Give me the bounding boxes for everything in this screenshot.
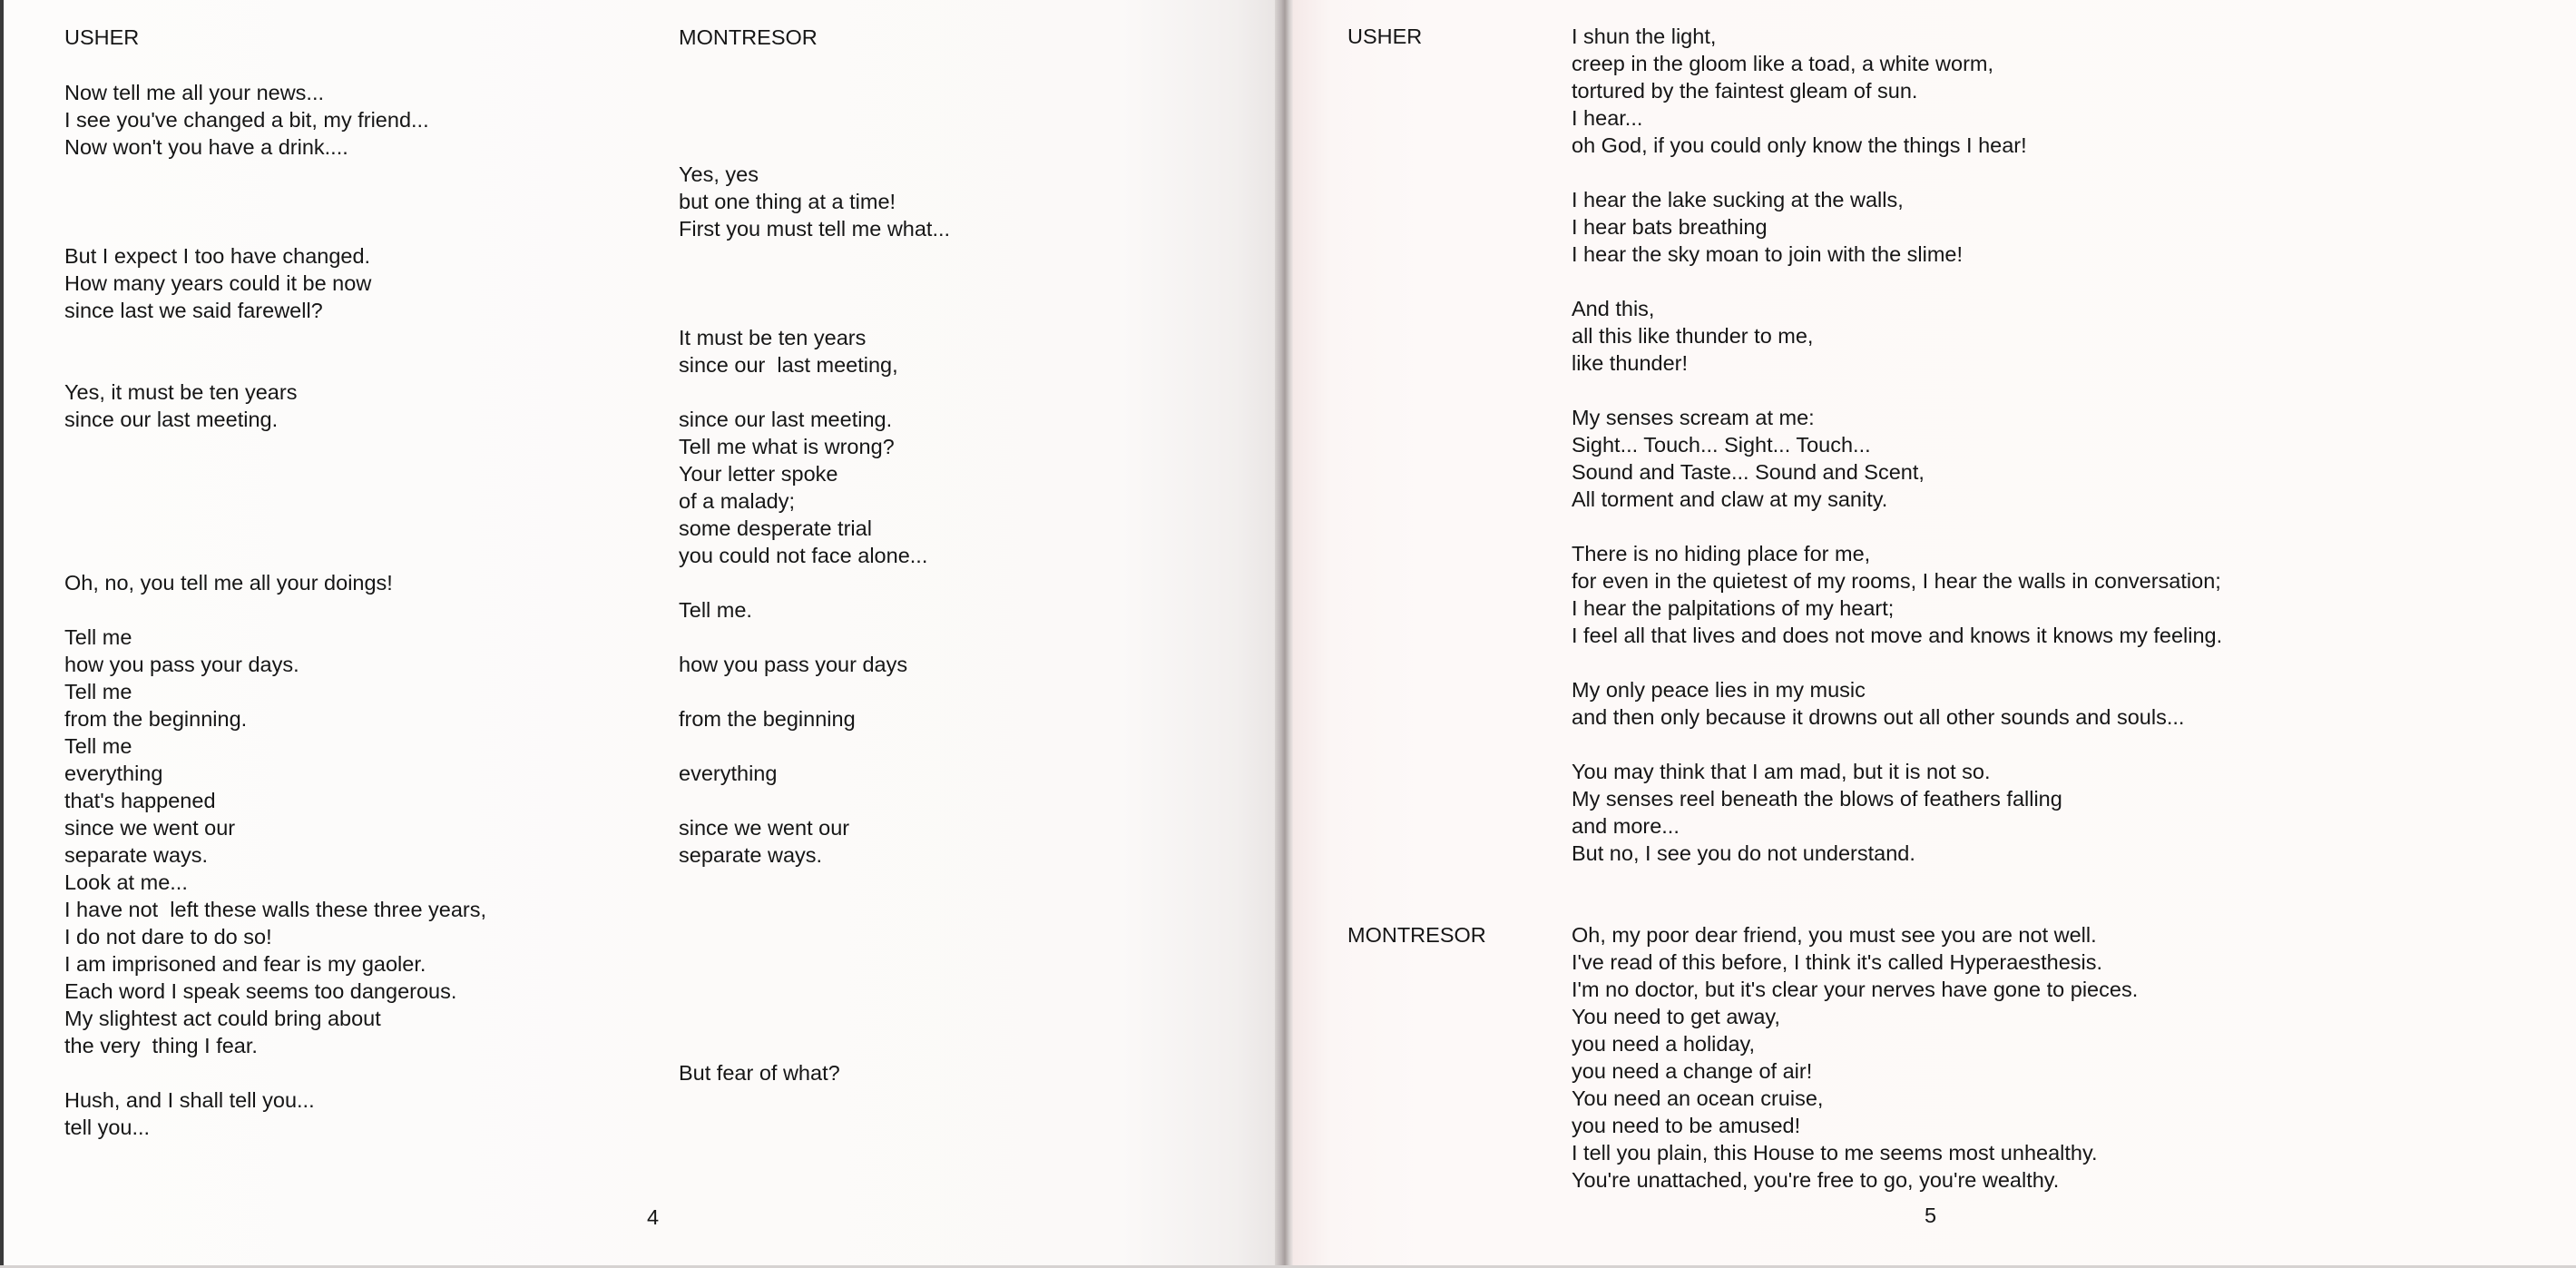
- lyric-block: Oh, my poor dear friend, you must see you are not well. I've read of this before, I think it's called Hyperaesthesis. I'm no doctor, but it's clear your nerves have gone to pieces. You need to get away, you need a holiday, you need a change of air! You need an ocean cruise, you need to be amused! I tell you plain, this House to me seems most unhealthy. You're unattached, you're free to go, you're wealthy.: [1572, 923, 2139, 1192]
- lyric-block: Tell me.: [679, 598, 752, 622]
- lyric-block: how you pass your days: [679, 653, 908, 676]
- lyric-block: My senses scream at me: Sight... Touch... Sight... Touch... Sound and Taste... Sound and Scent, All torment and claw at my sanity.: [1572, 406, 1925, 511]
- lyric-block: Tell me how you pass your days. Tell me from the beginning. Tell me everything that's happened since we went our separate ways. Look at me... I have not left these walls these three years, I do not dare to do so! I am imprisoned and fear is my gaoler. Each word I speak seems too dangerous. My slightest act could bring about the very thing I fear.: [64, 625, 487, 1057]
- lyric-block: I shun the light, creep in the gloom like a toad, a white worm, tortured by the faintest gleam of sun. I hear... oh God, if you could only know the things I hear!: [1572, 25, 2027, 157]
- lyric-block: Yes, yes but one thing at a time! First you must tell me what...: [679, 162, 951, 241]
- lyric-block: Oh, no, you tell me all your doings!: [64, 571, 393, 595]
- left-page: [0, 0, 1275, 1268]
- lyric-block: Hush, and I shall tell you... tell you...: [64, 1088, 315, 1139]
- lyric-block: Yes, it must be ten years since our last meeting.: [64, 380, 298, 431]
- speaker-label-montresor: MONTRESOR: [1347, 923, 1486, 947]
- lyric-block: But fear of what?: [679, 1061, 840, 1085]
- book-spine-gutter: [1275, 0, 1293, 1268]
- lyric-block: There is no hiding place for me, for even in the quietest of my rooms, I hear the walls in conversation; I hear the palpitations of my heart; I feel all that lives and does not move and knows it knows my feeling.: [1572, 542, 2223, 647]
- lyric-block: Now tell me all your news... I see you've changed a bit, my friend... Now won't you have a drink....: [64, 81, 429, 159]
- lyric-block: from the beginning: [679, 707, 856, 731]
- scan-edge: [0, 0, 4, 1268]
- lyric-block: since our last meeting. Tell me what is wrong? Your letter spoke of a malady; some desperate trial you could not face alone...: [679, 408, 928, 567]
- lyric-block: But I expect I too have changed. How many years could it be now since last we said farewell?: [64, 244, 372, 322]
- lyric-block: And this, all this like thunder to me, like thunder!: [1572, 297, 1814, 375]
- lyric-block: It must be ten years since our last meeting,: [679, 326, 898, 377]
- page-number: 4: [647, 1205, 660, 1229]
- speaker-label-montresor: MONTRESOR: [679, 25, 818, 49]
- lyric-block: My only peace lies in my music and then only because it drowns out all other sounds and souls...: [1572, 678, 2185, 729]
- speaker-label-usher: USHER: [1347, 25, 1423, 48]
- lyric-block: since we went our separate ways.: [679, 816, 850, 867]
- lyric-block: I hear the lake sucking at the walls, I hear bats breathing I hear the sky moan to join with the slime!: [1572, 188, 1964, 266]
- page-number: 5: [1925, 1204, 1937, 1227]
- lyric-block: You may think that I am mad, but it is not so. My senses reel beneath the blows of feathers falling and more... But no, I see you do not understand.: [1572, 760, 2062, 865]
- lyric-block: everything: [679, 762, 778, 785]
- right-page: [1293, 0, 2576, 1268]
- speaker-label-usher: USHER: [64, 25, 140, 49]
